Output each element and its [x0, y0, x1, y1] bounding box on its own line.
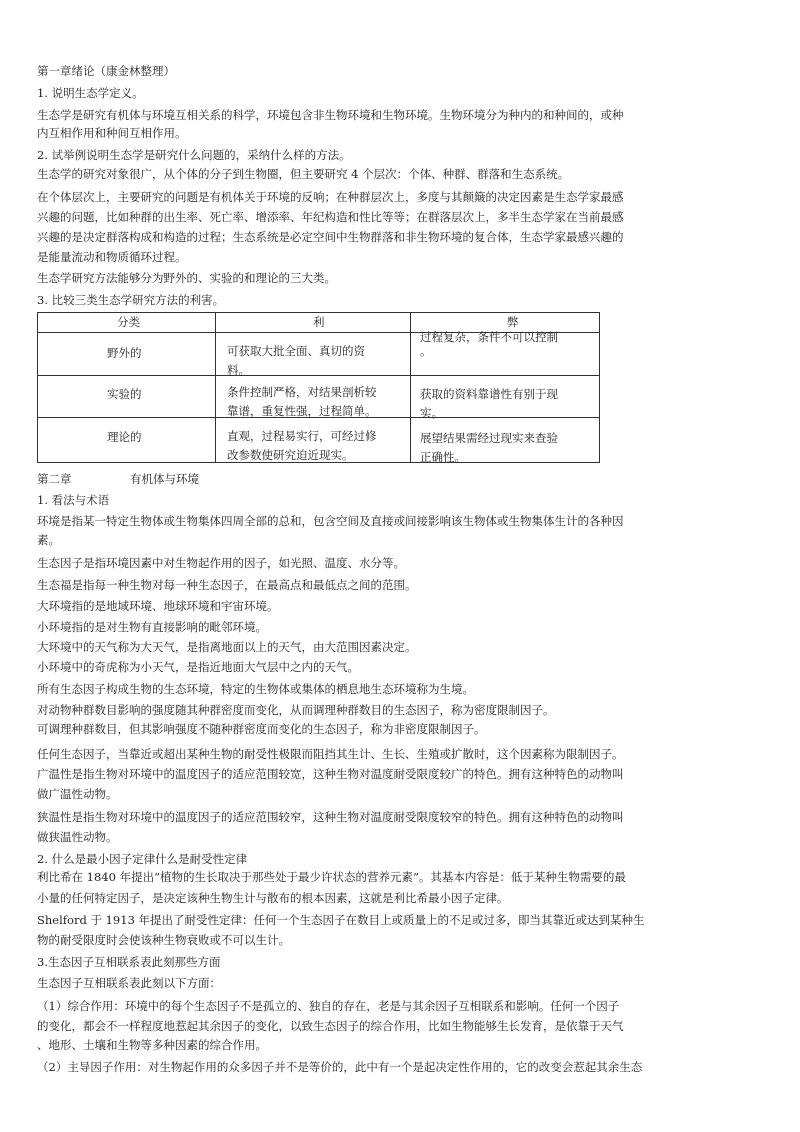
table-row-theory-con-line2: 正确性。	[420, 450, 466, 464]
answer-1-2-para-line3: 兴趣的是决定群落构成和构造的过程；生态系统是必定空间中生物群落和非生物环境的复合体，生态学家最感兴趣的	[37, 230, 624, 244]
table-row-experiment-pro-line1: 条件控制严格，对结果剖析较	[227, 385, 377, 399]
question-1-3: 3. 比较三类生态学研究方法的利害。	[37, 293, 225, 307]
table-row-theory-pro-line2: 改参数使研究迫近现实。	[227, 448, 354, 462]
answer-1-1-line2: 内互相作用和种间互相作用。	[37, 126, 187, 140]
chapter1-title: 第一章绪论（康金林整理）	[37, 64, 175, 78]
table-row-field-con-line2: 。	[420, 344, 432, 358]
definition-line: 环境是指某一特定生物体或生物集体四周全部的总和，包含空间及直接或间接影响该生物体或生物集体生计的各种因	[37, 514, 624, 528]
table-row-theory-con-line1: 展望结果需经过现实来查验	[420, 431, 558, 445]
table-row-theory-type: 理论的	[107, 430, 142, 444]
table-row-experiment-con-line2: 实。	[420, 406, 443, 420]
definition-line: 所有生态因子构成生物的生态环境，特定的生物体或集体的栖息地生态环境称为生境。	[37, 682, 474, 696]
definition-line: 对动物种群数目影响的强度随其种群密度而变化，从而调理种群数目的生态因子，称为密度限制因子。	[37, 703, 555, 717]
stenothermal-line1: 狭温性是指生物对环境中的温度因子的适应范围较窄，这种生物对温度耐受限度较窄的特色。拥有这种特色的动物叫	[37, 810, 624, 824]
definition-line: 大环境指的是地域环境、地球环境和宇宙环境。	[37, 599, 279, 613]
question-2-3-intro: 生态因子互相联系表此刻以下方面：	[37, 976, 221, 990]
question-2-3: 3.生态因子互相联系表此刻那些方面	[37, 955, 221, 969]
chapter2-title: 第二章	[37, 472, 72, 486]
question-1-1: 1. 说明生态学定义。	[37, 86, 144, 100]
table-row-experiment-con-line1: 获取的资料靠谱性有别于现	[420, 387, 558, 401]
definition-line: 可调理种群数目，但其影响强度不随种群密度而变化的生态因子，称为非密度限制因子。	[37, 722, 486, 736]
question-2-2: 2. 什么是最小因子定律什么是耐受性定律	[37, 852, 248, 866]
table-row-field-pro-line1: 可获取大批全面、真切的资	[227, 344, 365, 358]
question-1-2: 2. 试举例说明生态学是研究什么问题的，采纳什么样的方法。	[37, 148, 351, 162]
definition-line: 小环境指的是对生物有直接影响的毗邻环境。	[37, 620, 267, 634]
combined-action-line2: 的变化，都会不一样程度地惹起其余因子的变化，以致生态因子的综合作用，比如生物能够生长发育，是依靠于天气	[37, 1019, 624, 1033]
eurythermal-line1: 广温性是指生物对环境中的温度因子的适应范围较宽，这种生物对温度耐受限度较广的特色。拥有这种特色的动物叫	[37, 767, 624, 781]
limiting-factor-paragraph: 任何生态因子，当靠近或超出某种生物的耐受性极限而阻挡其生计、生长、生殖或扩散时，这个因素称为限制因子。	[37, 747, 624, 761]
answer-1-2-para-line1: 在个体层次上，主要研究的问题是有机体关于环境的反响；在种群层次上，多度与其颠簸的决定因素是生态学家最感	[37, 190, 624, 204]
answer-1-2-levels: 生态学的研究对象很广，从个体的分子到生物圈，但主要研究 4 个层次：个体、种群、群落和生态系统。	[37, 167, 570, 181]
definition-line: 小环境中的奇虎称为小天气，是指近地面大气层中之内的天气。	[37, 660, 359, 674]
table-row-theory-pro-line1: 直观，过程易实行，可经过修	[227, 429, 377, 443]
answer-1-2-methods: 生态学研究方法能够分为野外的、实验的和理论的三大类。	[37, 271, 336, 285]
table-row-field-type: 野外的	[107, 346, 142, 360]
table-header-type: 分类	[117, 315, 140, 329]
combined-action-line1: （1）综合作用：环境中的每个生态因子不是孤立的、独自的存在，老是与其余因子互相联系和影响。任何一个因子	[37, 999, 620, 1013]
table-header-con: 弊	[507, 315, 519, 329]
liebig-line2: 小量的任何特定因子，是决定该种生物生计与散布的根本因素，这就是利比希最小因子定律。	[37, 891, 509, 905]
methods-comparison-table	[37, 312, 600, 463]
combined-action-line3: 、地形、土壤和生物等多种因素的综合作用。	[37, 1038, 267, 1052]
liebig-line1: 利比希在 1840 年提出“植物的生长取决于那些处于最少许状态的营养元素”。其基本内容是：低于某种生物需要的最	[37, 870, 626, 884]
shelford-line2: 物的耐受限度时会使该种生物衰败或不可以生计。	[37, 933, 290, 947]
eurythermal-line2: 做广温性动物。	[37, 787, 118, 801]
definition-line: 素。	[37, 533, 60, 547]
table-header-pro: 利	[313, 315, 325, 329]
question-2-1: 1. 看法与术语	[37, 493, 110, 507]
dominant-factor-line1: （2）主导因子作用：对生物起作用的众多因子并不是等价的，此中有一个是起决定性作用的，它的改变会惹起其余生态	[37, 1060, 643, 1074]
table-row-field-pro-line2: 料。	[227, 363, 250, 377]
shelford-line1: Shelford 于 1913 年提出了耐受性定律：任何一个生态因子在数目上或质量上的不足或过多，即当其靠近或达到某种生	[37, 913, 645, 927]
stenothermal-line2: 做狭温性动物。	[37, 830, 118, 844]
answer-1-2-para-line4: 是能量流动和物质循环过程。	[37, 250, 187, 264]
definition-line: 大环境中的天气称为大天气，是指离地面以上的天气，由大范围因素决定。	[37, 640, 417, 654]
answer-1-1-line1: 生态学是研究有机体与环境互相关系的科学，环境包含非生物环境和生物环境。生物环境分为种内的和种间的，或种	[37, 108, 624, 122]
definition-line: 生态因子是指环境因素中对生物起作用的因子，如光照、温度、水分等。	[37, 556, 405, 570]
chapter2-subtitle: 有机体与环境	[130, 472, 199, 486]
table-row-experiment-pro-line2: 靠谱，重复性强，过程简单。	[227, 404, 377, 418]
answer-1-2-para-line2: 兴趣的问题，比如种群的出生率、死亡率、增添率、年纪构造和性比等等；在群落层次上，多半生态学家在当前最感	[37, 210, 624, 224]
table-row-field-con-line1: 过程复杂，条件不可以控制	[420, 330, 558, 344]
definition-line: 生态福是指每一种生物对每一种生态因子，在最高点和最低点之间的范围。	[37, 578, 417, 592]
table-row-experiment-type: 实验的	[107, 387, 142, 401]
